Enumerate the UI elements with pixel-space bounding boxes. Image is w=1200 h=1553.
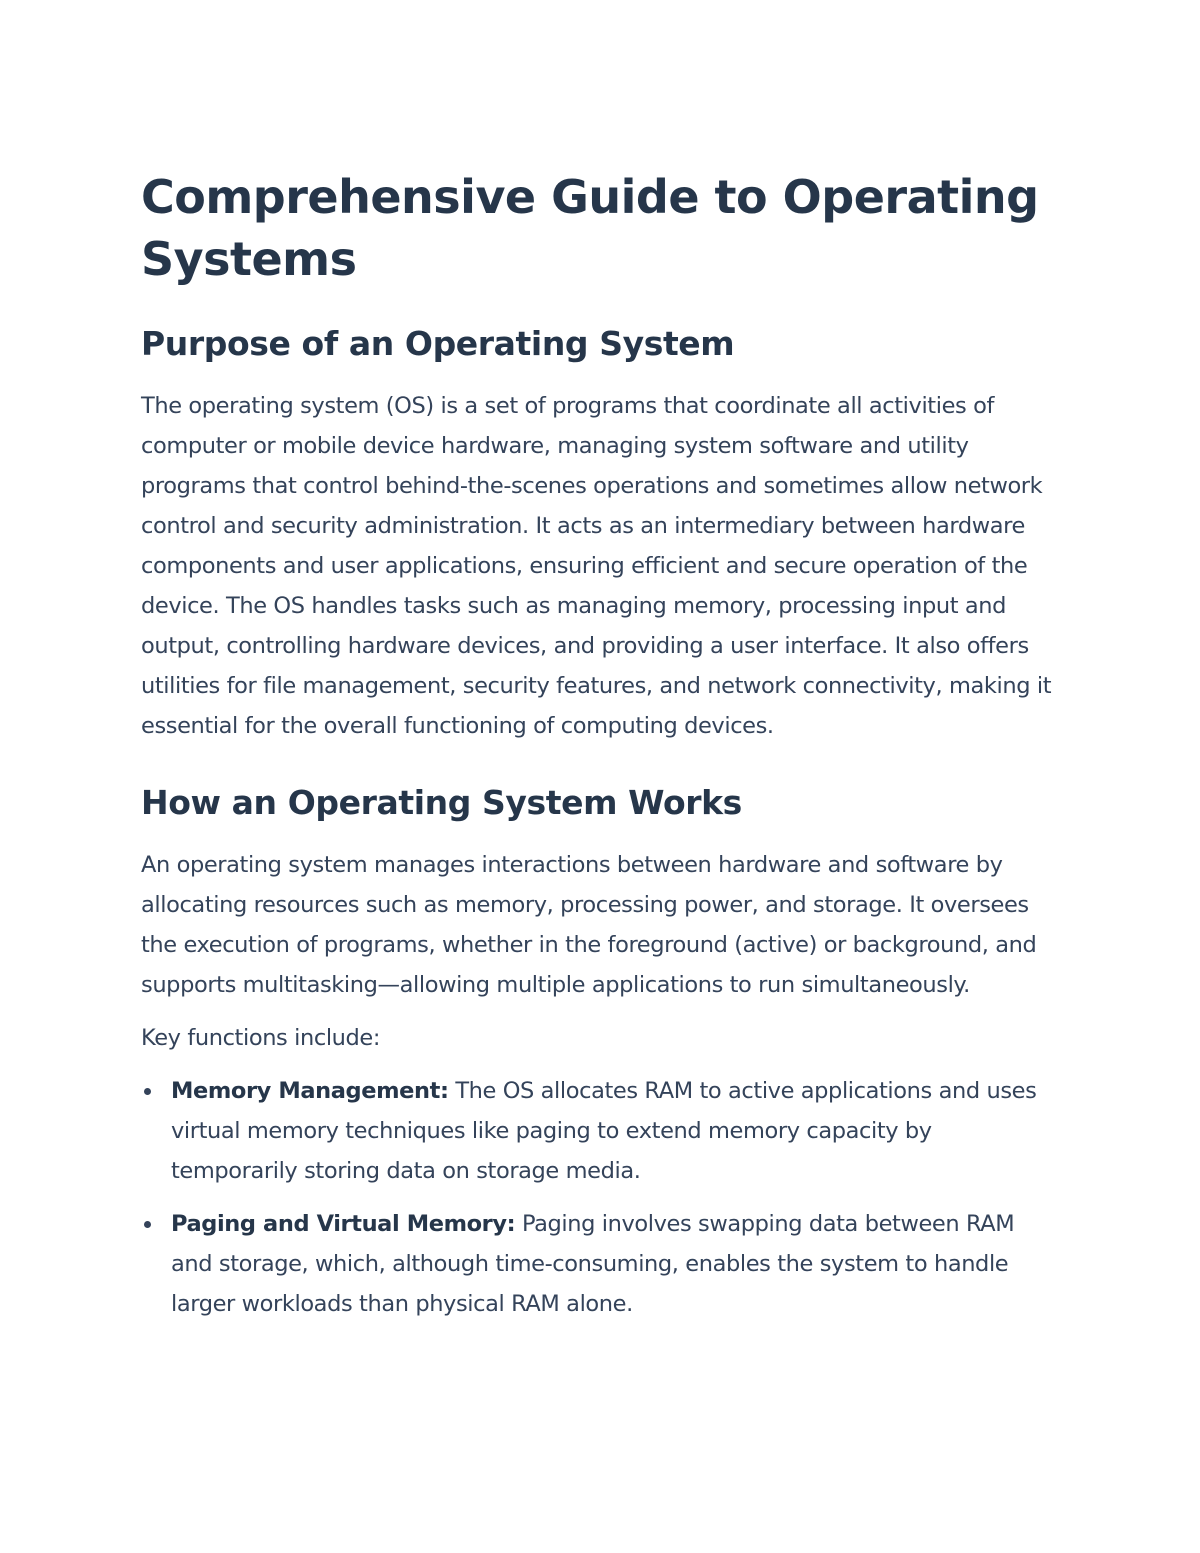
bullet-icon (144, 1221, 151, 1228)
document-page (141, 166, 1056, 1337)
list-item-text: The OS allocates RAM to active applications and uses virtual memory techniques like paging to extend memory capacity by temporarily storing data on storage media. (171, 1078, 1037, 1184)
bullet-icon (144, 1088, 151, 1095)
document-title: Comprehensive Guide to Operating Systems (141, 170, 1039, 286)
list-item-text: Paging involves swapping data between RAM and storage, which, although time-consuming, enables the system to handle larger workloads than physical RAM alone. (171, 1211, 1015, 1317)
list-item-term: Memory Management: (171, 1078, 449, 1104)
section-paragraph-purpose: The operating system (OS) is a set of programs that coordinate all activities of computer or mobile device hardware, managing system software and utility programs that control behind-the-scenes operations and sometimes allow network control and security administration. It acts as an intermediary between hardware components and user applications, ensuring efficient and secure operation of the device. The OS handles tasks such as managing memory, processing input and output, controlling hardware devices, and providing a user interface. It also offers utilities for file management, security features, and network connectivity, making it essential for the overall functioning of computing devices. (141, 393, 1052, 739)
list-item-term: Paging and Virtual Memory: (171, 1211, 516, 1237)
section-heading-purpose: Purpose of an Operating System (141, 324, 735, 363)
list-item (141, 1071, 1056, 1191)
section-heading-how-it-works: How an Operating System Works (141, 783, 742, 822)
list-item (141, 1204, 1056, 1324)
section-paragraph-how-it-works: An operating system manages interactions between hardware and software by allocating resources such as memory, processing power, and storage. It oversees the execution of programs, whether in the foreground (active) or background, and supports multitasking—allowing multiple applications to run simultaneously. (141, 852, 1037, 998)
key-functions-list (141, 1071, 1056, 1324)
key-functions-intro: Key functions include: (141, 1025, 381, 1051)
